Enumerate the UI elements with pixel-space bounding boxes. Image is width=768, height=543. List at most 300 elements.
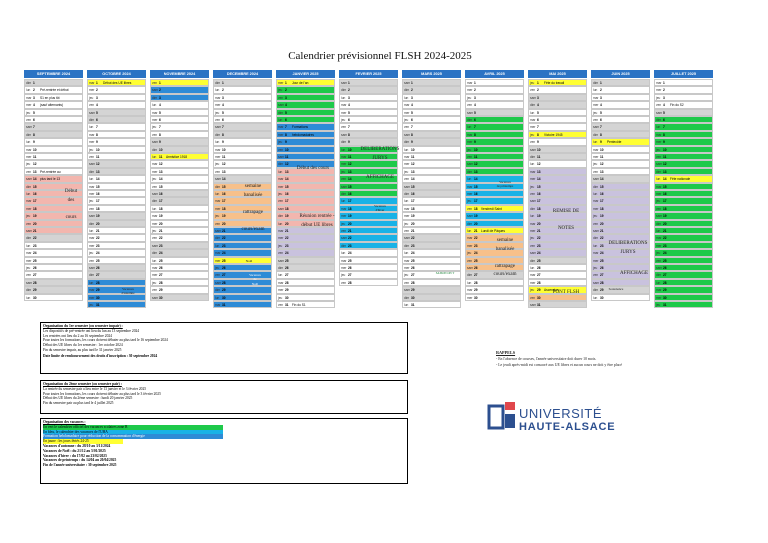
day-row bbox=[87, 257, 146, 264]
weekday-label: sam bbox=[26, 125, 33, 130]
day-row bbox=[465, 79, 524, 86]
day-row bbox=[213, 242, 272, 249]
day-row bbox=[276, 264, 335, 271]
day-number: 22 bbox=[348, 236, 352, 241]
weekday-label: ven bbox=[404, 229, 410, 233]
day-number: 5 bbox=[159, 110, 161, 115]
day-row bbox=[339, 264, 398, 271]
box-line: Début des UE libres du 1er semestre : 1er octobre 2024 bbox=[43, 343, 123, 348]
day-row bbox=[465, 131, 524, 138]
day-number: 21 bbox=[33, 229, 37, 233]
day-row bbox=[276, 175, 335, 182]
day-row bbox=[654, 234, 713, 241]
day-row bbox=[528, 175, 587, 182]
weekday-label: mar bbox=[215, 199, 221, 204]
day-number: 6 bbox=[600, 118, 602, 122]
day-number: 15 bbox=[33, 184, 37, 189]
day-number: 8 bbox=[474, 132, 476, 137]
weekday-label: mar bbox=[404, 206, 410, 211]
day-row bbox=[150, 123, 209, 130]
day-number: 18 bbox=[285, 206, 289, 211]
day-row bbox=[24, 227, 83, 234]
box-line: Début des UE libres du 2ème semestre : lundi 20 janvier 2025 bbox=[43, 396, 133, 401]
day-number: 27 bbox=[474, 273, 478, 278]
day-number: 30 bbox=[159, 295, 163, 300]
day-row bbox=[654, 294, 713, 301]
weekday-label: mar bbox=[89, 81, 95, 85]
weekday-label: dim bbox=[404, 243, 410, 248]
weekday-label: ven bbox=[593, 221, 599, 226]
weekday-label: sam bbox=[26, 229, 33, 233]
day-row bbox=[465, 220, 524, 227]
day-row bbox=[276, 197, 335, 204]
weekday-label: lun bbox=[341, 147, 346, 152]
weekday-label: sam bbox=[530, 147, 537, 152]
day-row bbox=[465, 227, 524, 234]
weekday-label: mer bbox=[341, 266, 347, 270]
day-number: 8 bbox=[537, 132, 539, 137]
weekday-label: dim bbox=[467, 221, 473, 226]
day-row bbox=[402, 146, 461, 153]
weekday-label: sam bbox=[89, 162, 96, 167]
day-row bbox=[150, 86, 209, 93]
weekday-label: dim bbox=[593, 81, 599, 85]
day-number: 14 bbox=[33, 177, 37, 182]
day-row bbox=[276, 109, 335, 116]
weekday-label: ven bbox=[152, 132, 158, 137]
day-row bbox=[24, 86, 83, 93]
weekday-label: mar bbox=[656, 184, 662, 189]
day-row bbox=[654, 109, 713, 116]
day-row bbox=[402, 279, 461, 286]
day-row bbox=[402, 109, 461, 116]
weekday-label: mer bbox=[89, 243, 95, 248]
day-number: 17 bbox=[285, 199, 289, 204]
day-row bbox=[213, 138, 272, 145]
weekday-label: sam bbox=[530, 251, 537, 256]
day-note: Formations bbox=[292, 125, 308, 130]
day-number: 10 bbox=[537, 147, 541, 152]
day-number: 24 bbox=[96, 251, 100, 256]
weekday-label: mar bbox=[89, 236, 95, 241]
day-number: 8 bbox=[600, 132, 602, 137]
day-row bbox=[24, 242, 83, 249]
weekday-label: ven bbox=[656, 206, 662, 211]
day-number: 15 bbox=[222, 184, 226, 189]
weekday-label: mer bbox=[404, 162, 410, 167]
weekday-label: lun bbox=[278, 118, 283, 122]
rappels-title: RAPPELS bbox=[496, 350, 516, 355]
weekday-label: dim bbox=[152, 199, 158, 204]
weekday-label: dim bbox=[404, 192, 410, 196]
day-row bbox=[339, 79, 398, 86]
day-number: 10 bbox=[348, 147, 352, 152]
weekday-label: lun bbox=[215, 88, 220, 93]
day-row bbox=[276, 279, 335, 286]
day-row bbox=[150, 109, 209, 116]
day-number: 28 bbox=[96, 280, 100, 285]
day-number: 4 bbox=[96, 103, 98, 108]
day-row bbox=[150, 227, 209, 234]
day-number: 18 bbox=[411, 206, 415, 211]
weekday-label: mer bbox=[278, 81, 284, 85]
info-box-semestre-impair bbox=[40, 322, 408, 374]
weekday-label: dim bbox=[26, 288, 32, 293]
weekday-label: sam bbox=[26, 177, 33, 182]
day-number: 23 bbox=[348, 243, 352, 248]
weekday-label: jeu bbox=[593, 162, 598, 167]
day-row bbox=[87, 227, 146, 234]
day-row bbox=[213, 123, 272, 130]
day-number: 15 bbox=[96, 184, 100, 189]
weekday-label: dim bbox=[215, 236, 221, 241]
day-row bbox=[24, 138, 83, 145]
weekday-label: jeu bbox=[530, 81, 535, 85]
day-number: 27 bbox=[537, 273, 541, 278]
weekday-label: mer bbox=[467, 192, 473, 196]
weekday-label: dim bbox=[530, 206, 536, 211]
weekday-label: jeu bbox=[656, 303, 661, 307]
day-number: 6 bbox=[222, 118, 224, 122]
day-row bbox=[591, 227, 650, 234]
day-number: 4 bbox=[663, 103, 665, 108]
weekday-label: lun bbox=[656, 280, 661, 285]
weekday-label: jeu bbox=[404, 118, 409, 122]
day-row bbox=[528, 301, 587, 308]
weekday-label: lun bbox=[530, 214, 535, 219]
day-row bbox=[87, 109, 146, 116]
day-number: 10 bbox=[474, 147, 478, 152]
day-number: 13 bbox=[222, 169, 226, 174]
day-number: 6 bbox=[537, 118, 539, 122]
weekday-label: ven bbox=[467, 103, 473, 108]
day-number: 21 bbox=[600, 229, 604, 233]
day-row bbox=[465, 138, 524, 145]
day-row bbox=[465, 279, 524, 286]
day-row bbox=[276, 138, 335, 145]
weekday-label: mer bbox=[89, 140, 95, 145]
day-number: 11 bbox=[222, 155, 226, 159]
weekday-label: sam bbox=[404, 81, 411, 85]
weekday-label: jeu bbox=[530, 236, 535, 241]
day-number: 21 bbox=[411, 229, 415, 233]
day-note: Victoire 1945 bbox=[544, 132, 563, 137]
day-row bbox=[402, 86, 461, 93]
day-number: 4 bbox=[222, 103, 224, 108]
legend-navy: Formation hebdomadaire pour réduction de la consommation d'énergie bbox=[43, 434, 223, 439]
weekday-label: mer bbox=[215, 258, 221, 263]
day-number: 12 bbox=[33, 162, 37, 167]
weekday-label: mar bbox=[89, 288, 95, 293]
weekday-label: mar bbox=[530, 118, 536, 122]
weekday-label: ven bbox=[341, 125, 347, 130]
weekday-label: mer bbox=[278, 288, 284, 293]
day-number: 21 bbox=[474, 229, 478, 233]
day-row bbox=[339, 227, 398, 234]
weekday-label: mar bbox=[278, 229, 284, 233]
day-row bbox=[591, 146, 650, 153]
day-number: 17 bbox=[33, 199, 37, 204]
day-number: 14 bbox=[222, 177, 226, 182]
day-number: 23 bbox=[222, 243, 226, 248]
day-row bbox=[213, 116, 272, 123]
day-row bbox=[213, 294, 272, 301]
day-row bbox=[528, 242, 587, 249]
day-number: 28 bbox=[159, 280, 163, 285]
day-row bbox=[213, 94, 272, 101]
weekday-label: dim bbox=[593, 184, 599, 189]
day-number: 11 bbox=[285, 155, 289, 159]
day-number: 9 bbox=[663, 140, 665, 145]
weekday-label: sam bbox=[215, 125, 222, 130]
weekday-label: mer bbox=[152, 273, 158, 278]
day-number: 5 bbox=[222, 110, 224, 115]
weekday-label: lun bbox=[404, 95, 409, 100]
day-row bbox=[402, 153, 461, 160]
weekday-label: lun bbox=[26, 88, 31, 93]
weekday-label: ven bbox=[467, 155, 473, 159]
weekday-label: mar bbox=[278, 280, 284, 285]
weekday-label: lun bbox=[530, 162, 535, 167]
day-row bbox=[276, 101, 335, 108]
day-note: Fin du S2 bbox=[670, 103, 684, 108]
weekday-label: jeu bbox=[530, 184, 535, 189]
day-number: 2 bbox=[96, 88, 98, 93]
day-row bbox=[24, 131, 83, 138]
weekday-label: sam bbox=[215, 280, 222, 285]
weekday-label: lun bbox=[656, 125, 661, 130]
weekday-label: lun bbox=[593, 243, 598, 248]
day-number: 28 bbox=[663, 280, 667, 285]
box-title: Organisation du 1er semestre (ou semestre impair) : bbox=[43, 324, 123, 328]
day-row bbox=[591, 168, 650, 175]
weekday-label: dim bbox=[530, 155, 536, 159]
day-row bbox=[654, 301, 713, 308]
day-number: 2 bbox=[663, 88, 665, 93]
month-header: MAI 2025 bbox=[528, 70, 587, 78]
weekday-label: mar bbox=[404, 155, 410, 159]
day-number: 24 bbox=[159, 251, 163, 256]
weekday-label: dim bbox=[89, 118, 95, 122]
month-header: JANVIER 2025 bbox=[276, 70, 335, 78]
note-debut-cours-sep: Début des cours bbox=[64, 189, 78, 220]
day-row bbox=[465, 86, 524, 93]
day-number: 3 bbox=[600, 95, 602, 100]
day-row bbox=[654, 271, 713, 278]
day-row bbox=[591, 86, 650, 93]
day-number: 22 bbox=[663, 236, 667, 241]
day-number: 15 bbox=[285, 184, 289, 189]
weekday-label: lun bbox=[404, 251, 409, 256]
weekday-label: lun bbox=[341, 95, 346, 100]
day-row bbox=[591, 175, 650, 182]
day-row bbox=[465, 101, 524, 108]
weekday-label: mar bbox=[467, 184, 473, 189]
day-number: 29 bbox=[222, 288, 226, 293]
note-noel: Noël bbox=[245, 259, 253, 263]
day-number: 12 bbox=[600, 162, 604, 167]
weekday-label: ven bbox=[530, 295, 536, 300]
weekday-label: dim bbox=[89, 221, 95, 226]
day-row bbox=[24, 123, 83, 130]
day-number: 8 bbox=[285, 132, 287, 137]
day-number: 22 bbox=[600, 236, 604, 241]
day-row bbox=[213, 131, 272, 138]
day-number: 12 bbox=[663, 162, 667, 167]
day-number: 20 bbox=[222, 221, 226, 226]
day-row bbox=[654, 146, 713, 153]
day-number: 4 bbox=[159, 103, 161, 108]
day-row bbox=[528, 160, 587, 167]
day-number: 19 bbox=[474, 214, 478, 219]
day-row bbox=[591, 190, 650, 197]
day-row bbox=[150, 153, 209, 160]
day-number: 27 bbox=[348, 273, 352, 278]
weekday-label: ven bbox=[278, 147, 284, 152]
weekday-label: lun bbox=[89, 280, 94, 285]
day-number: 4 bbox=[285, 103, 287, 108]
weekday-label: sam bbox=[215, 229, 222, 233]
day-number: 9 bbox=[285, 140, 287, 145]
day-number: 9 bbox=[537, 140, 539, 145]
box-title: Organisation des vacances : bbox=[43, 420, 86, 424]
day-row bbox=[339, 242, 398, 249]
weekday-label: lun bbox=[467, 280, 472, 285]
day-number: 16 bbox=[600, 192, 604, 196]
weekday-label: dim bbox=[530, 103, 536, 108]
logo-text-line2: HAUTE-ALSACE bbox=[519, 421, 616, 433]
day-row bbox=[591, 101, 650, 108]
day-number: 22 bbox=[474, 236, 478, 241]
day-number: 5 bbox=[474, 110, 476, 115]
weekday-label: ven bbox=[152, 184, 158, 189]
weekday-label: jeu bbox=[278, 88, 283, 93]
weekday-label: ven bbox=[26, 118, 32, 122]
day-row bbox=[87, 153, 146, 160]
day-number: 6 bbox=[33, 118, 35, 122]
day-row bbox=[654, 190, 713, 197]
day-number: 26 bbox=[285, 266, 289, 270]
page-title: Calendrier prévisionnel FLSH 2024-2025 bbox=[288, 50, 472, 62]
weekday-label: mar bbox=[152, 110, 158, 115]
weekday-label: mar bbox=[593, 199, 599, 204]
day-number: 16 bbox=[96, 192, 100, 196]
day-row bbox=[150, 79, 209, 86]
day-number: 22 bbox=[96, 236, 100, 241]
weekday-label: dim bbox=[341, 140, 347, 145]
day-number: 27 bbox=[33, 273, 37, 278]
day-note: Pré-rentrée au bbox=[40, 169, 61, 174]
month-header: JUILLET 2025 bbox=[654, 70, 713, 78]
weekday-label: mer bbox=[341, 162, 347, 167]
month-header: MARS 2025 bbox=[402, 70, 461, 78]
day-number: 19 bbox=[348, 214, 352, 219]
day-number: 26 bbox=[474, 266, 478, 270]
day-number: 25 bbox=[159, 258, 163, 263]
box-line: Vacances de Noël : du 21/12 au 5/01/2025 bbox=[43, 448, 106, 453]
day-row bbox=[87, 242, 146, 249]
weekday-label: mar bbox=[152, 162, 158, 167]
day-number: 28 bbox=[474, 280, 478, 285]
day-number: 9 bbox=[222, 140, 224, 145]
weekday-label: jeu bbox=[26, 110, 31, 115]
day-row bbox=[654, 138, 713, 145]
day-number: 15 bbox=[411, 184, 415, 189]
day-number: 31 bbox=[222, 303, 226, 307]
day-row bbox=[465, 109, 524, 116]
day-row bbox=[591, 123, 650, 130]
weekday-label: lun bbox=[215, 243, 220, 248]
day-number: 25 bbox=[600, 258, 604, 263]
weekday-label: lun bbox=[152, 155, 157, 159]
weekday-label: sam bbox=[152, 192, 159, 196]
day-number: 10 bbox=[285, 147, 289, 152]
day-row bbox=[528, 101, 587, 108]
weekday-label: sam bbox=[152, 88, 159, 93]
weekday-label: ven bbox=[278, 95, 284, 100]
weekday-label: sam bbox=[215, 177, 222, 182]
day-number: 18 bbox=[96, 206, 100, 211]
day-number: 12 bbox=[411, 162, 415, 167]
day-row bbox=[654, 197, 713, 204]
day-number: 2 bbox=[348, 88, 350, 93]
weekday-label: mar bbox=[467, 132, 473, 137]
day-row bbox=[150, 146, 209, 153]
day-number: 20 bbox=[285, 221, 289, 226]
day-number: 19 bbox=[285, 214, 289, 219]
weekday-label: mer bbox=[89, 295, 95, 300]
weekday-label: sam bbox=[89, 266, 96, 270]
weekday-label: mar bbox=[26, 147, 32, 152]
day-row bbox=[24, 175, 83, 182]
weekday-label: mar bbox=[404, 258, 410, 263]
weekday-label: dim bbox=[341, 88, 347, 93]
day-row bbox=[528, 234, 587, 241]
day-row bbox=[87, 94, 146, 101]
day-number: 6 bbox=[348, 118, 350, 122]
weekday-label: dim bbox=[341, 243, 347, 248]
day-number: 17 bbox=[537, 199, 541, 204]
day-number: 21 bbox=[663, 229, 667, 233]
day-number: 6 bbox=[96, 118, 98, 122]
day-number: 30 bbox=[474, 295, 478, 300]
weekday-label: ven bbox=[656, 103, 662, 108]
weekday-label: mer bbox=[467, 140, 473, 145]
weekday-label: sam bbox=[278, 258, 285, 263]
day-number: 13 bbox=[474, 169, 478, 174]
day-row bbox=[591, 294, 650, 301]
weekday-label: sam bbox=[341, 81, 348, 85]
weekday-label: sam bbox=[152, 295, 159, 300]
weekday-label: ven bbox=[215, 118, 221, 122]
day-row bbox=[528, 264, 587, 271]
day-row bbox=[24, 153, 83, 160]
weekday-label: ven bbox=[341, 177, 347, 182]
day-number: 24 bbox=[474, 251, 478, 256]
day-row bbox=[87, 197, 146, 204]
weekday-label: lun bbox=[404, 303, 409, 307]
weekday-label: jeu bbox=[404, 273, 409, 278]
weekday-label: lun bbox=[152, 206, 157, 211]
note-deliberations-juin: DELIBERATIONS JURYS bbox=[608, 241, 648, 255]
day-number: 19 bbox=[537, 214, 541, 219]
weekday-label: lun bbox=[152, 103, 157, 108]
day-row bbox=[150, 249, 209, 256]
weekday-label: jeu bbox=[656, 199, 661, 204]
day-number: 17 bbox=[222, 199, 226, 204]
weekday-label: ven bbox=[278, 199, 284, 204]
weekday-label: dim bbox=[215, 81, 221, 85]
